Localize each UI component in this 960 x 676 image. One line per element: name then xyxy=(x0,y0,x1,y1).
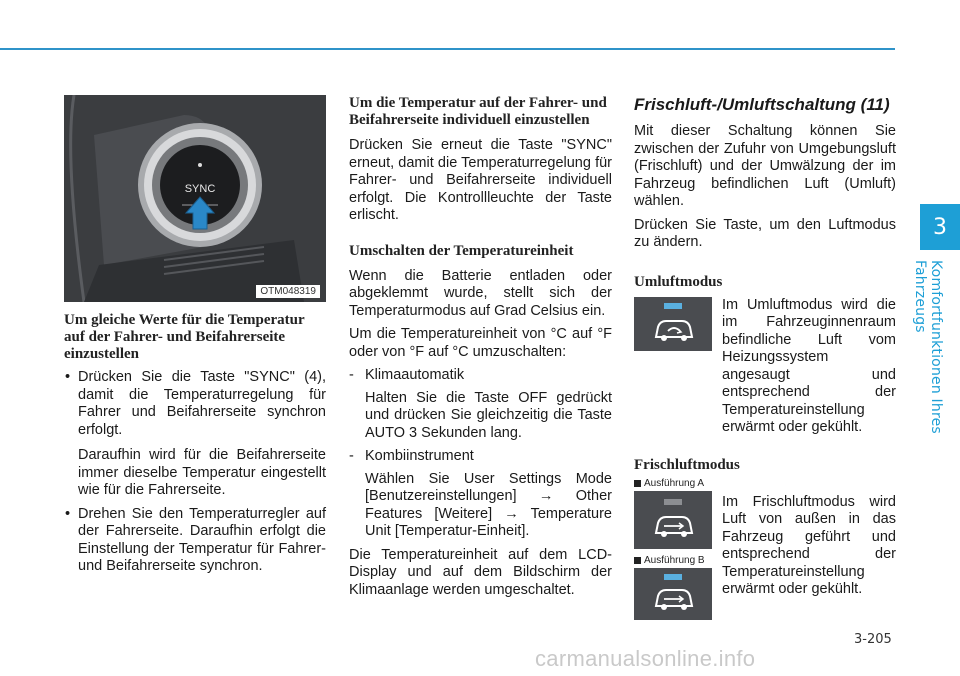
section-heading-sync: Um gleiche Werte für die Temperatur auf der Fahrer- und Beifahrerseite einzustellen xyxy=(64,312,305,362)
paragraph: Die Temperatureinheit auf dem LCD-Display und auf dem Bildschirm der Klimaanlage werden umgeschaltet. xyxy=(349,546,612,598)
variant-badge-b: Ausführung B xyxy=(634,555,712,566)
list-item-text: Halten Sie die Taste OFF gedrückt und drücken Sie gleichzeitig die Taste AUTO 3 Sekunden lang. xyxy=(365,389,612,441)
column-2 xyxy=(349,95,612,599)
header-rule xyxy=(0,48,895,50)
paragraph: Im Umluftmodus wird die im Fahrzeuginnenraum befindliche Luft vom Heizungssystem angesaugt und entsprechend der Temperatureinstellung erwärmt oder gekühlt. xyxy=(722,296,896,435)
section-heading-air-intake: Frischluft-/Umluftschaltung (11) xyxy=(634,95,890,114)
paragraph: Wenn die Batterie entladen oder abgeklemmt wurde, stellt sich der Temperaturmodus auf Grad Celsius ein. xyxy=(349,267,612,319)
fresh-air-button-image-b xyxy=(634,568,712,620)
fresh-air-block xyxy=(634,478,896,620)
section-heading-individual: Um die Temperatur auf der Fahrer- und Beifahrerseite individuell einzustellen xyxy=(349,95,607,128)
list-item: - Kombiinstrument xyxy=(349,448,474,464)
chapter-title: Komfortfunktionen Ihres Fahrzeugs xyxy=(912,260,944,434)
paragraph: Mit dieser Schaltung können Sie zwischen der Zufuhr von Umgebungsluft (Frischluft) und der Umwälzung der im Fahrzeug befindlichen Luft (Umluft) wählen. xyxy=(634,123,896,209)
section-heading-units: Umschalten der Temperatureinheit xyxy=(349,242,574,259)
list-item-title: Klimaautomatik xyxy=(365,367,465,383)
variant-badge-a: Ausführung A xyxy=(634,478,712,489)
bullet-continuation: Daraufhin wird für die Beifahrerseite immer dieselbe Temperatur eingestellt wie für die Fahrerseite. xyxy=(78,447,326,498)
paragraph: Drücken Sie Taste, um den Luftmodus zu ändern. xyxy=(634,216,896,250)
paragraph: Drücken Sie erneut die Taste "SYNC" erneut, damit die Temperaturregelung für Fahrer- und Beifahrerseite individuell erfolgt. Die Kontrollleuchte der Taste erlischt. xyxy=(349,137,612,223)
subheading-fresh-air: Frischluftmodus xyxy=(634,456,740,473)
recirculation-button-image xyxy=(634,297,712,351)
bullet-text: Drücken Sie die Taste "SYNC" (4), damit die Temperaturregelung für Fahrer und Beifahrerseite synchron erfolgt. xyxy=(78,369,326,438)
list-item-text: Wählen Sie User Settings Mode [Benutzereinstellungen] → Other Features [Weitere] → Temperature Unit [Temperatur-Einheit]. xyxy=(365,470,612,539)
list-item: • Drehen Sie den Temperaturregler auf der Fahrerseite. Daraufhin erfolgt die Einstellung der Temperatur für Fahrer- und Beifahrerseite synchron. xyxy=(78,506,326,576)
paragraph: Um die Temperatureinheit von °C auf °F oder von °F auf °C umzuschalten: xyxy=(349,326,612,360)
chapter-number-tab[interactable]: 3 xyxy=(920,204,960,250)
car-fresh-air-icon xyxy=(634,568,712,620)
recirculation-block xyxy=(634,297,896,437)
fresh-air-variants xyxy=(634,478,712,620)
photo-caption: OTM048319 xyxy=(256,285,320,298)
column-3 xyxy=(634,95,896,620)
fresh-air-button-image-a xyxy=(634,491,712,549)
paragraph: Im Frischluftmodus wird Luft von außen in das Fahrzeug geführt und entsprechend der Temperatureinstellung erwärmt oder gekühlt. xyxy=(722,493,896,597)
watermark: carmanualsonline.info xyxy=(535,646,756,671)
subheading-recirculation: Umluftmodus xyxy=(634,273,723,290)
page-number: 3-205 xyxy=(854,632,892,647)
list-item-title: Kombiinstrument xyxy=(365,448,474,464)
sync-button-label: SYNC xyxy=(184,183,216,195)
list-item xyxy=(78,369,326,500)
climate-panel-illustration xyxy=(64,95,326,302)
column-1 xyxy=(64,95,326,582)
car-recirculation-icon xyxy=(634,297,712,351)
bullet-list xyxy=(64,369,326,576)
list-item: - Klimaautomatik xyxy=(349,367,465,383)
sync-button-photo xyxy=(64,95,326,302)
car-fresh-air-icon xyxy=(634,491,712,549)
